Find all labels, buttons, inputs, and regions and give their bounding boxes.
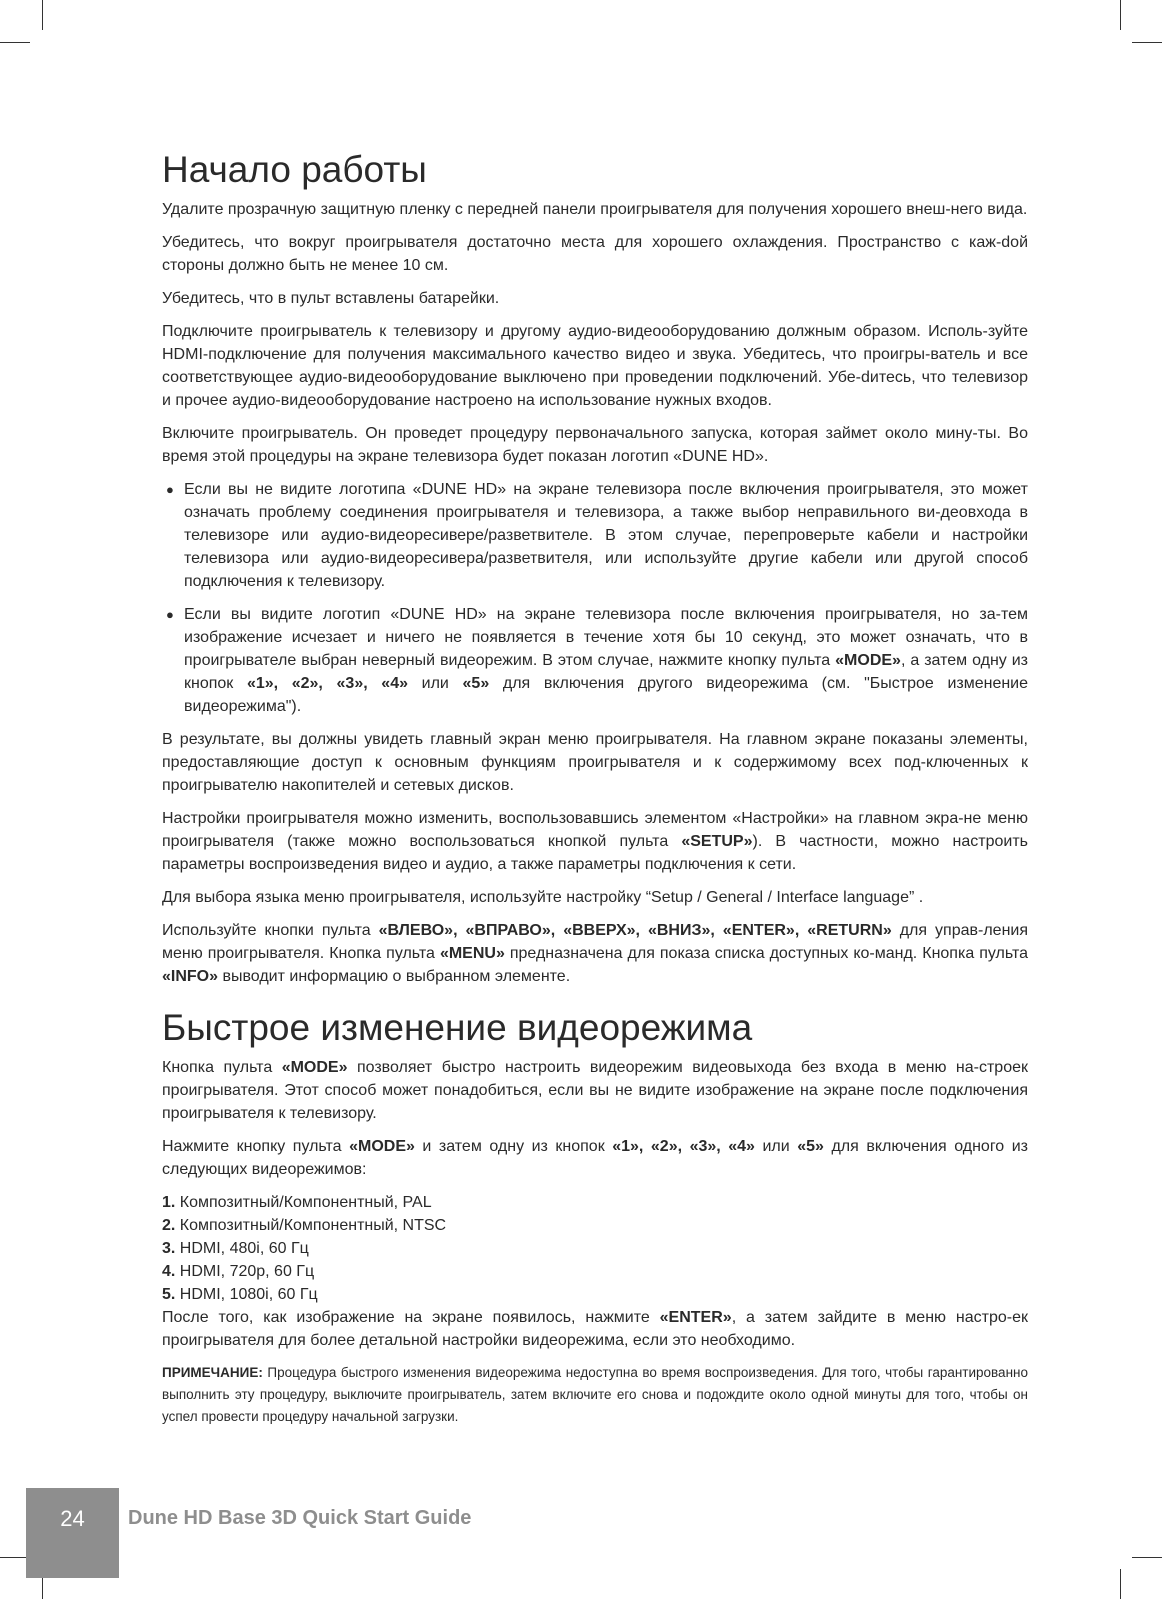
key-name: «MODE» [281,1059,348,1076]
section-title-getting-started: Начало работы [162,149,427,190]
key-name: «MODE» [349,1138,415,1155]
mode-number: 5. [162,1286,176,1303]
paragraph: Убедитесь, что в пульт вставлены батарейки. [162,290,500,307]
text-run: или [408,675,463,692]
mode-label: Композитный/Компонентный, PAL [175,1194,432,1211]
video-mode-item [162,1191,1028,1214]
text-run: Настройки проигрывателя можно изменить, воспользовавшись элементом «Настройки» на главном экра-не меню проигрывателя (также можно воспользоваться кнопкой пульта [162,810,1028,850]
crop-mark [0,42,30,43]
mode-number: 4. [162,1263,176,1280]
footer-guide-title: Dune HD Base 3D Quick Start Guide [128,1507,472,1529]
crop-mark [1120,0,1121,30]
key-name: «INFO» [162,968,219,985]
paragraph: Включите проигрыватель. Он проведет процедуру первоначального запуска, которая займет около мину-ты. Во время этой процедуры на экране телевизора будет показан логотип «DUNE HD». [162,425,1028,465]
key-name: «ENTER» [659,1309,732,1326]
text-run: для включения другого видеорежима (см. "Быстрое изменение видеорежима"). [184,675,1029,715]
bullet-item [166,603,1028,718]
paragraph [162,1135,1028,1181]
video-mode-list [162,1191,1028,1306]
crop-mark [42,0,43,30]
page-number: 24 [60,1506,85,1531]
key-name: «MENU» [439,945,505,962]
text-run: ). В частности, можно настроить параметры воспроизведения видео и аудио, а также параметры подключения к сети. [162,833,1028,873]
note-text: Процедура быстрого изменения видеорежима недоступна во время воспроизведения. Для того, чтобы гарантированно выполнить эту процедуру, выключите проигрыватель, затем включите его снова и подождите около одной минуты для того, чтобы он успел провести процедуру начальной загрузки. [162,1365,1028,1424]
text-run: предназначена для показа списка доступных ко-манд. Кнопка пульта [504,945,1029,962]
video-mode-item [162,1283,1028,1306]
mode-label: HDMI, 720p, 60 Гц [175,1263,315,1280]
crop-mark [1132,42,1162,43]
text-run: для управ-ления меню проигрывателя. Кнопка пульта [162,922,1029,962]
video-mode-item [162,1260,1028,1283]
paragraph: Подключите проигрыватель к телевизору и другому аудио-видеооборудованию должным образом. Исполь-зуйте HDMI-подключение для получения максимального качество видео и звука. Убедитесь, что проигры-ватель и все соответствующее аудио-видеооборудование выключено при проведении подключений. Убе-dитесь, что телевизор и прочее аудио-видеооборудование настроено на использование нужных входов. [162,323,1028,409]
page-number-box [26,1488,119,1578]
paragraph [162,1056,1028,1125]
bullet-list [162,478,1028,718]
paragraph [162,807,1028,876]
text-run: , а затем одну из кнопок [184,652,1029,692]
page-content [162,148,1028,1428]
bullet-item: ● Если вы не видите логотипа «DUNE HD» на экране телевизора после включения проигрывателя, это может означать проблему соединения проигрывателя и телевизора, а также выбор неправильного ви-деовхода в телевизоре или аудио-видеоресивере/разветвителе. В этом случае, перепроверьте кабели и настройки телевизора или аудио-видеоресивера/разветвителя, или используйте другие кабели или другой способ подключения к телевизору. [166,478,1028,593]
crop-mark [1120,1569,1121,1599]
paragraph: Убедитесь, что вокруг проигрывателя достаточно места для хорошего охлаждения. Пространство с каж-dой стороны должно быть не менее 10 см. [162,234,1028,274]
video-mode-item [162,1237,1028,1260]
mode-number: 1. [162,1194,176,1211]
mode-number: 2. [162,1217,176,1234]
key-name: «5» [462,675,490,692]
text-run: выводит информацию о выбранном элементе. [218,968,571,985]
note-label: ПРИМЕЧАНИЕ: [162,1365,263,1380]
paragraph: Для выбора языка меню проигрывателя, используйте настройку “Setup / General / Interface language” . [162,889,924,906]
section-title-quick-mode: Быстрое изменение видеорежима [162,1007,753,1048]
key-name: «ВЛЕВО», «ВПРАВО», «ВВЕРХ», «ВНИЗ», «ENTER», «RETURN» [378,922,892,939]
text-run: Нажмите кнопку пульта [162,1138,350,1155]
crop-mark [1132,1557,1162,1558]
key-name: «SETUP» [681,833,753,850]
mode-label: HDMI, 480i, 60 Гц [175,1240,309,1257]
key-name: «1», «2», «3», «4» [246,675,409,692]
text-run: и затем одну из кнопок [414,1138,613,1155]
paragraph: Удалите прозрачную защитную пленку с передней панели проигрывателя для получения хорошего внеш-него вида. [162,201,1028,218]
video-mode-item [162,1214,1028,1237]
note [162,1362,1028,1428]
text-run: или [754,1138,798,1155]
paragraph [162,919,1028,988]
mode-label: Композитный/Компонентный, NTSC [175,1217,447,1234]
text-run: , а затем зайдите в меню настро-ек проигрывателя для более детальной настройки видеорежима, если это необходимо. [162,1309,1028,1349]
text-run: для включения одного из следующих видеорежимов: [162,1138,1029,1178]
paragraph [162,1306,1028,1352]
key-name: «5» [797,1138,824,1155]
text-run: После того, как изображение на экране появилось, нажмите [162,1309,660,1326]
paragraph: В результате, вы должны увидеть главный экран меню проигрывателя. На главном экране показаны элементы, предоставляющие доступ к основным функциям проигрывателя и к содержимому всех под-ключенных к проигрывателю накопителей и сетевых дисков. [162,731,1028,794]
key-name: «1», «2», «3», «4» [612,1138,755,1155]
mode-number: 3. [162,1240,176,1257]
text-run: позволяет быстро настроить видеорежим видеовыхода без входа в меню на-строек проигрывателя. Этот способ может понадобиться, если вы не видите изображение на экране после подключения проигрывателя к телевизору. [162,1059,1028,1122]
key-name: «MODE» [835,652,901,669]
mode-label: HDMI, 1080i, 60 Гц [175,1286,318,1303]
text-run: Используйте кнопки пульта [162,922,379,939]
text-run: Кнопка пульта [162,1059,282,1076]
text-run: Если вы видите логотип «DUNE HD» на экране телевизора после включения проигрывателя, но за-тем изображение исчезает и ничего не появляется в течение хотя бы 10 секунд, это может означать, что в проигрывателе выбран неверный видеорежим. В этом случае, нажмите кнопку пульта [184,606,1028,669]
